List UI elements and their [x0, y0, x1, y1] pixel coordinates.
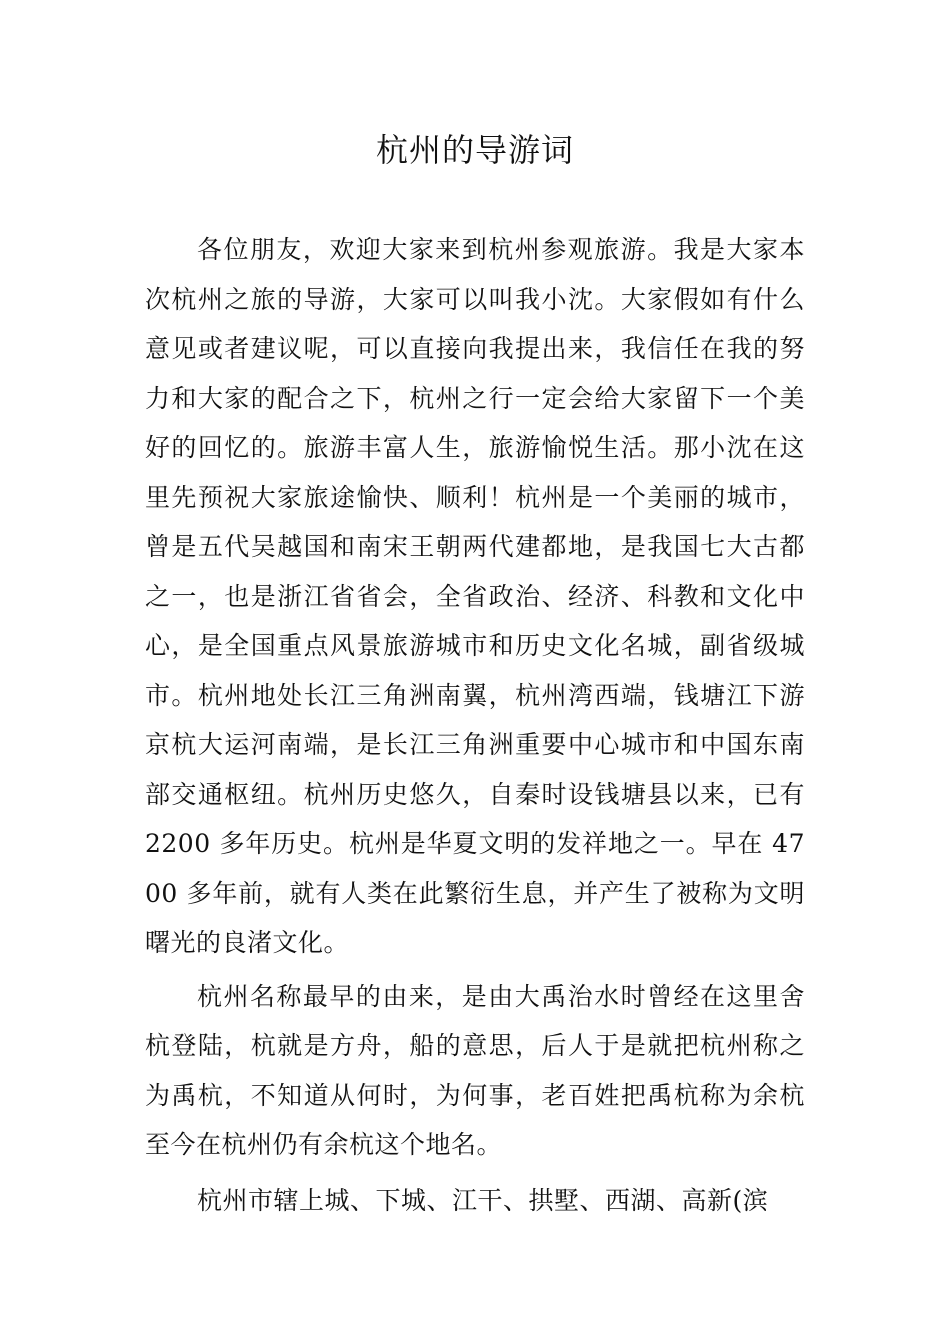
document-body [145, 225, 805, 1225]
paragraph-name-origin: 杭州名称最早的由来，是由大禹治水时曾经在这里舍杭登陆，杭就是方舟，船的意思，后人于是就把杭州称之为禹杭，不知道从何时，为何事，老百姓把禹杭称为余杭至今在杭州仍有余杭这个地名。 [145, 981, 805, 1159]
document-title: 杭州的导游词 [375, 131, 574, 169]
paragraph-districts: 杭州市辖上城、下城、江干、拱墅、西湖、高新(滨 [197, 1185, 769, 1215]
paragraph-intro: 各位朋友，欢迎大家来到杭州参观旅游。我是大家本次杭州之旅的导游，大家可以叫我小沈。大家假如有什么意见或者建议呢，可以直接向我提出来，我信任在我的努力和大家的配合之下，杭州之行一定会给大家留下一个美好的回忆的。旅游丰富人生，旅游愉悦生活。那小沈在这里先预祝大家旅途愉快、顺利！杭州是一个美丽的城市，曾是五代吴越国和南宋王朝两代建都地，是我国七大古都之一，也是浙江省省会，全省政治、经济、科教和文化中心，是全国重点风景旅游城市和历史文化名城，副省级城市。杭州地处长江三角洲南翼，杭州湾西端，钱塘江下游京杭大运河南端，是长江三角洲重要中心城市和中国东南部交通枢纽。杭州历史悠久，自秦时设钱塘县以来，已有 2200 多年历史。杭州是华夏文明的发祥地之一。早在 4700 多年前，就有人类在此繁衍生息，并产生了被称为文明曙光的良渚文化。 [145, 235, 805, 957]
